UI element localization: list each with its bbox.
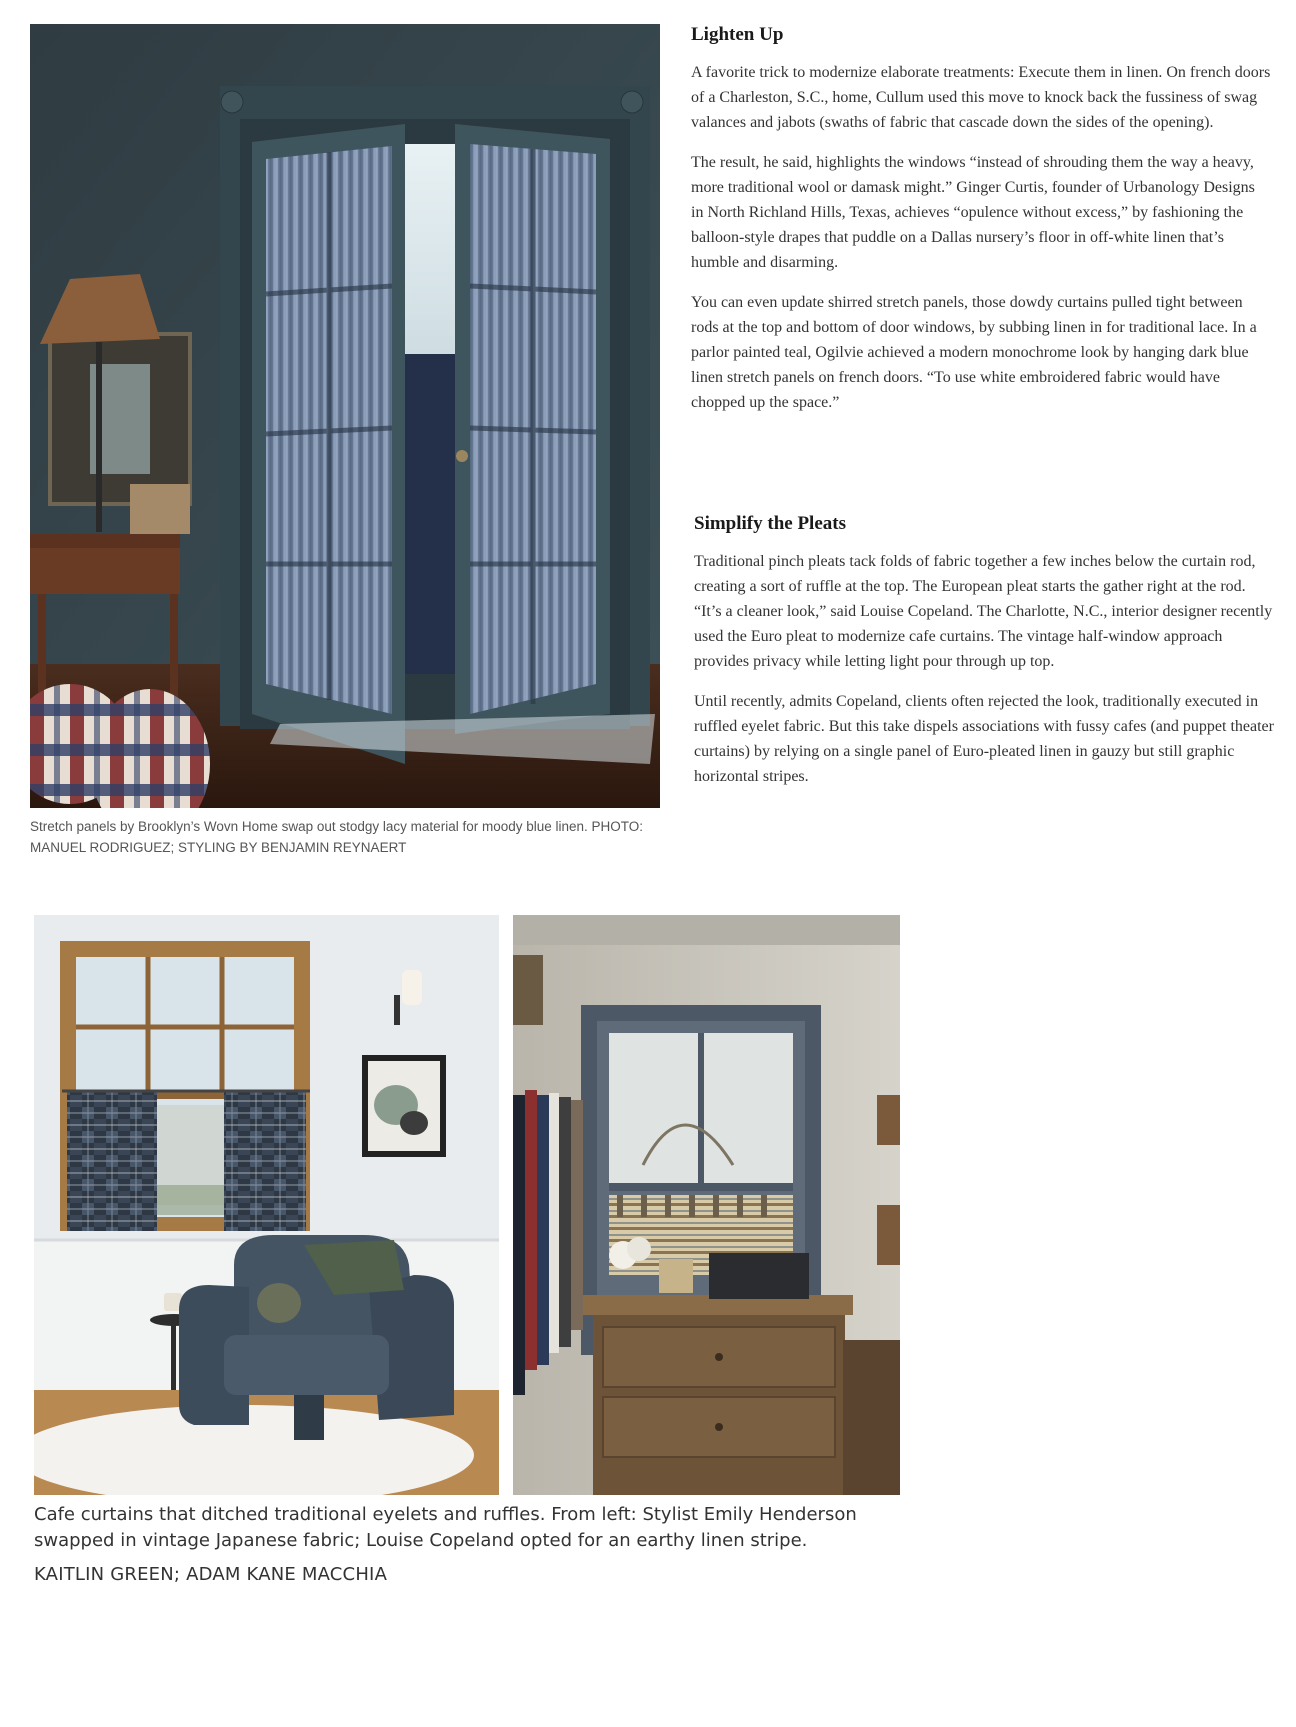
paragraph: The result, he said, highlights the windows “instead of shrouding them the way a heavy, more traditional wool or damask might.” Ginger Curtis, founder of Urbanology Designs in North Richland Hills, Texas, achieves “opulence without excess,” by fashioning the balloon-style drapes that puddle on a Dallas nursery’s floor in off-white linen that’s humble and disarming.: [691, 154, 1255, 271]
closet-dresser-photo: [513, 915, 900, 1495]
section-simplify-pleats: [694, 513, 1274, 804]
section-lighten-up: [691, 24, 1271, 430]
paragraph: Traditional pinch pleats tack folds of fabric together a few inches below the curtain rod, creating a sort of ruffle at the top. The European pleat starts the gather right at the rod. “It’s a cleaner look,” said Louise Copeland. The Charlotte, N.C., interior designer recently used the Euro pleat to modernize cafe curtains. The vintage half-window approach provides privacy while letting light pour through up top.: [694, 553, 1273, 670]
armchair-room-photo: [34, 915, 499, 1495]
photo-credit: KAITLIN GREEN; ADAM KANE MACCHIA: [34, 1564, 388, 1585]
section-heading: Simplify the Pleats: [694, 513, 846, 534]
photo-caption: Stretch panels by Brooklyn’s Wovn Home swap out stodgy lacy material for moody blue linen. PHOTO: MANUEL RODRIGUEZ; STYLING BY BENJAMIN REYNAERT: [30, 819, 644, 855]
french-doors-photo: [30, 24, 660, 808]
paragraph: Until recently, admits Copeland, clients often rejected the look, traditionally executed in ruffled eyelet fabric. But this take dispels associations with fussy cafes (and puppet theater curtains) by relying on a single panel of Euro-pleated linen in gauzy but still graphic horizontal stripes.: [694, 693, 1274, 785]
paragraph: You can even update shirred stretch panels, those dowdy curtains pulled tight between rods at the top and bottom of door windows, by subbing linen in for traditional lace. In a parlor painted teal, Ogilvie achieved a modern monochrome look by hanging dark blue linen stretch panels on french doors. “To use white embroidered fabric would have chopped up the space.”: [691, 294, 1257, 411]
paragraph: A favorite trick to modernize elaborate treatments: Execute them in linen. On french doors of a Charleston, S.C., home, Cullum used this move to knock back the fussiness of swag valances and jabots (swaths of fabric that cascade down the sides of the opening).: [691, 64, 1271, 131]
section-heading: Lighten Up: [691, 24, 784, 45]
photo-pair-caption: Cafe curtains that ditched traditional eyelets and ruffles. From left: Stylist Emily Henderson swapped in vintage Japanese fabric; Louise Copeland opted for an earthy linen stripe.: [34, 1504, 857, 1551]
